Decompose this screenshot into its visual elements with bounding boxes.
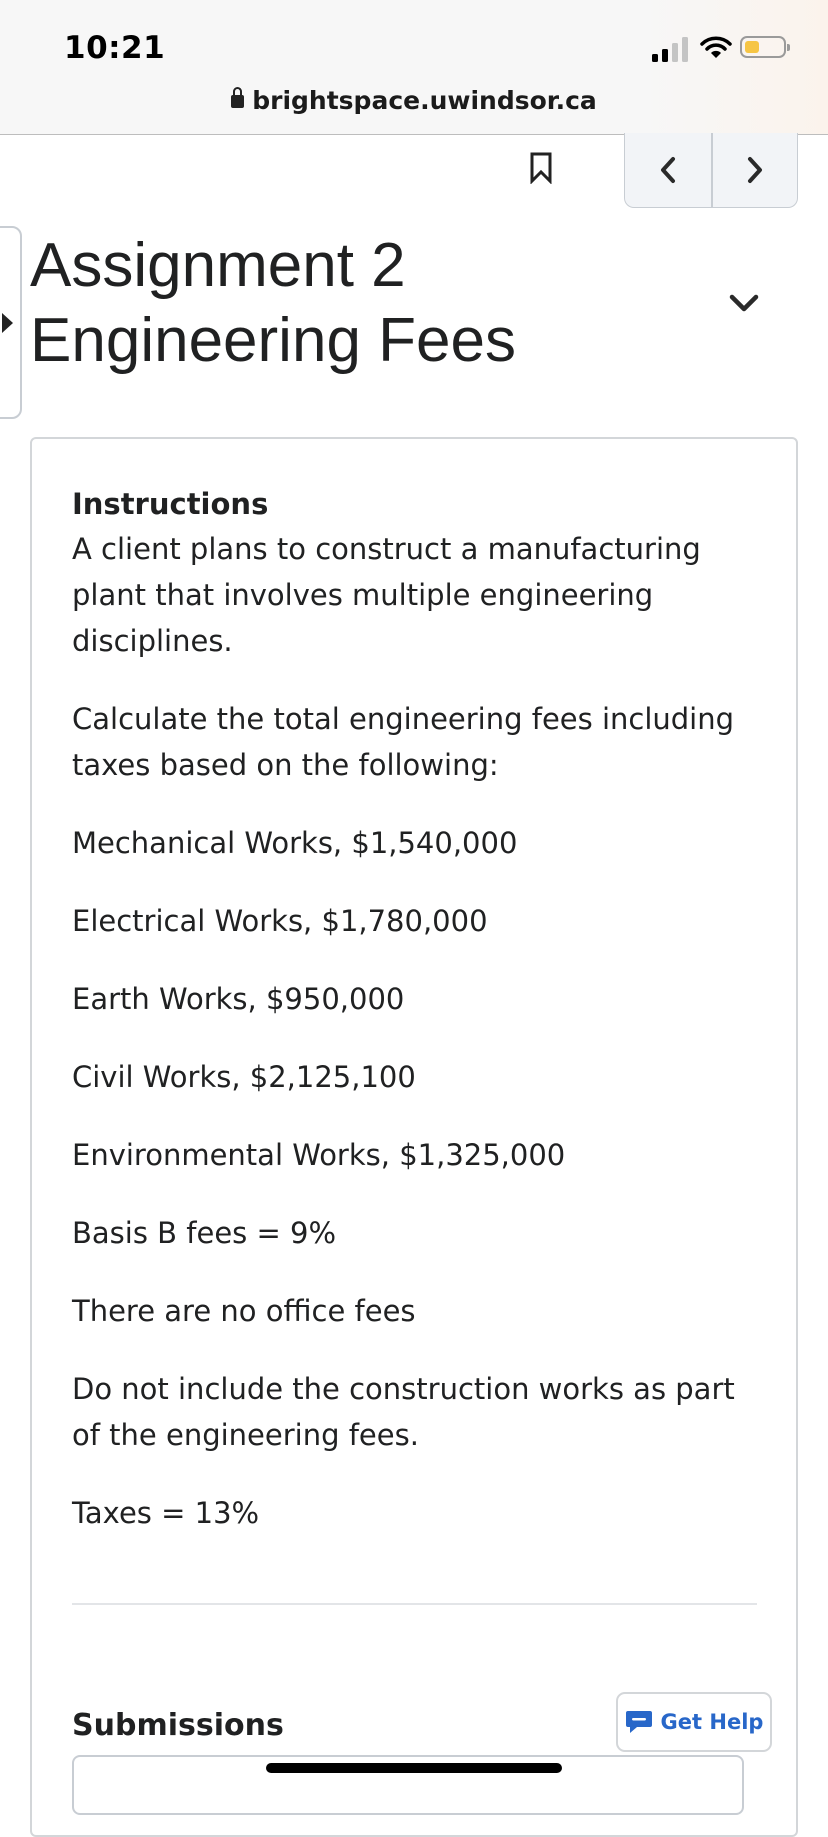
section-divider <box>72 1603 757 1605</box>
text-line: plant that involves multiple engineering <box>72 578 654 612</box>
get-help-label: Get Help <box>660 1710 764 1734</box>
calculation-paragraph <box>72 696 762 788</box>
chevron-down-icon[interactable] <box>728 292 760 314</box>
home-indicator <box>266 1763 562 1773</box>
instructions-section <box>72 482 762 1568</box>
battery-icon <box>740 36 786 58</box>
title-line: Assignment 2 <box>30 231 406 300</box>
text-line: A client plans to construct a manufacturing <box>72 532 701 566</box>
intro-paragraph <box>72 526 762 664</box>
get-help-button[interactable] <box>616 1692 772 1752</box>
previous-topic-button[interactable] <box>625 133 713 207</box>
text-line: Calculate the total engineering fees including <box>72 702 735 736</box>
basis-fees: Basis B fees = 9% <box>72 1216 337 1250</box>
fee-item-earth: Earth Works, $950,000 <box>72 982 405 1016</box>
exclusion-note <box>72 1366 762 1458</box>
instructions-heading: Instructions <box>72 487 269 521</box>
office-fees-note: There are no office fees <box>72 1294 416 1328</box>
status-time: 10:21 <box>64 30 166 66</box>
address-bar[interactable] <box>0 86 828 115</box>
title-line: Engineering Fees <box>30 306 516 375</box>
chevron-right-icon <box>746 156 764 184</box>
side-panel-toggle[interactable] <box>0 226 22 419</box>
next-topic-button[interactable] <box>712 133 798 207</box>
topic-navigation <box>624 133 798 208</box>
submissions-heading: Submissions <box>72 1708 284 1743</box>
text-line: of the engineering fees. <box>72 1418 419 1452</box>
lock-icon <box>231 95 244 108</box>
chevron-left-icon <box>659 156 677 184</box>
chat-bubble-icon <box>625 1709 653 1735</box>
text-line: Do not include the construction works as part <box>72 1372 735 1406</box>
fee-item-electrical: Electrical Works, $1,780,000 <box>72 904 488 938</box>
page-title <box>30 228 670 378</box>
url-text: brightspace.uwindsor.ca <box>252 86 597 115</box>
fee-item-civil: Civil Works, $2,125,100 <box>72 1060 416 1094</box>
fee-item-mechanical: Mechanical Works, $1,540,000 <box>72 826 518 860</box>
browser-chrome <box>0 0 828 135</box>
wifi-icon <box>700 36 732 60</box>
taxes-rate: Taxes = 13% <box>72 1496 260 1530</box>
text-line: taxes based on the following: <box>72 748 499 782</box>
text-line: disciplines. <box>72 624 233 658</box>
bookmark-icon[interactable] <box>530 152 552 184</box>
cellular-signal-icon <box>652 36 688 62</box>
expand-arrow-icon <box>2 313 13 333</box>
fee-item-environmental: Environmental Works, $1,325,000 <box>72 1138 566 1172</box>
